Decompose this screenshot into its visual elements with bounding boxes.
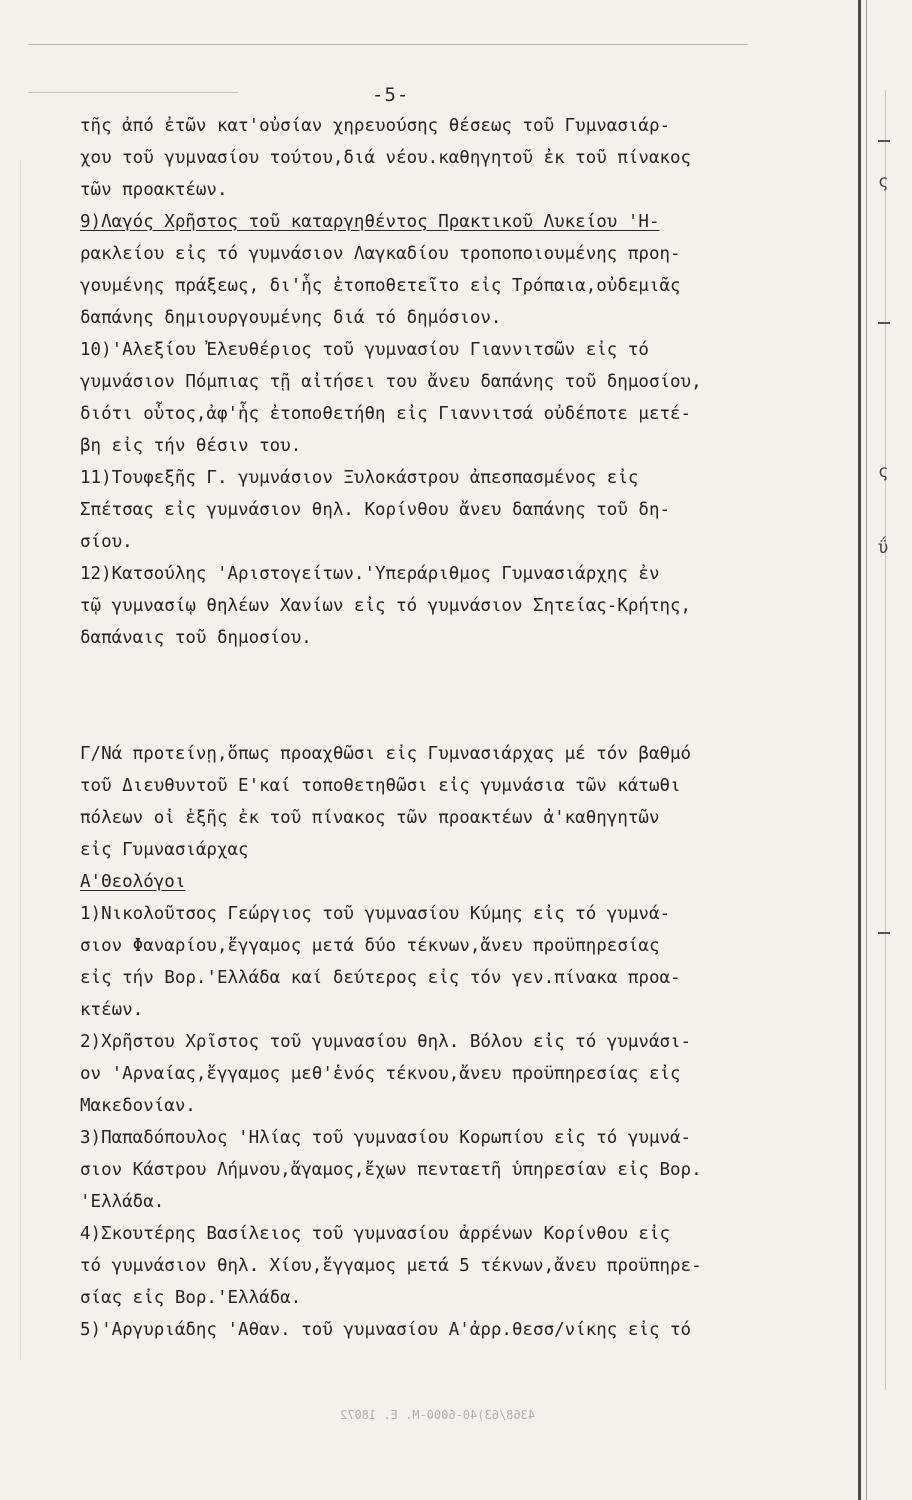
top-rule-short xyxy=(28,92,238,93)
text-line: τῆς ἀπό ἐτῶν κατ'οὐσίαν χηρευούσης θέσεως τοῦ Γυμνασιάρ- xyxy=(80,116,671,136)
margin-mark: ς xyxy=(878,172,889,192)
text-line: γουμένης πράξεως, δι'ἧς ἐτοποθετεῖτο εἰς Τρόπαια,οὐδεμιᾶς xyxy=(80,276,681,296)
margin-tick xyxy=(878,322,890,324)
text-line: σιον Κάστρου Λήμνου,ἄγαμος,ἔχων πενταετῆ ὑπηρεσίαν εἰς Βορ. xyxy=(80,1160,702,1180)
text-line: χου τοῦ γυμνασίου τούτου,διά νέου.καθηγητοῦ ἐκ τοῦ πίνακος xyxy=(80,148,692,168)
margin-tick xyxy=(878,932,890,934)
text-line: σίου. xyxy=(80,532,133,552)
paragraph-gap xyxy=(80,654,850,718)
text-line: Γ/Νά προτείνῃ,ὅπως προαχθῶσι εἰς Γυμνασιάρχας μέ τόν βαθμό xyxy=(80,744,692,764)
section-heading: Α'Θεολόγοι xyxy=(80,872,186,892)
text-line: γυμνάσιον Πόμπιας τῇ αἰτήσει του ἄνευ δαπάνης τοῦ δημοσίου, xyxy=(80,372,702,392)
typed-text-body xyxy=(80,110,850,1346)
text-line: πόλεων οἱ ἑξῆς ἐκ τοῦ πίνακος τῶν προακτέων ἀ'καθηγητῶν xyxy=(80,808,660,828)
binding-edge xyxy=(858,0,861,1500)
printer-footer-mark: 4368/63)40-6000-Μ. Ε. 18072 xyxy=(340,1408,536,1422)
paragraph-gap xyxy=(80,718,850,738)
binding-edge-faint xyxy=(885,90,886,1390)
left-margin-line xyxy=(20,160,21,1360)
text-line: 3)Παπαδόπουλος 'Ηλίας τοῦ γυμνασίου Κορωπίου εἰς τό γυμνά- xyxy=(80,1128,692,1148)
text-line: 12)Κατσούλης 'Αριστογείτων.'Υπεράριθμος Γυμνασιάρχης ἐν xyxy=(80,564,660,584)
margin-mark: ΰ xyxy=(878,538,889,558)
text-line: 2)Χρῆστου Χρῖστος τοῦ γυμνασίου θηλ. Βόλου εἰς τό γυμνάσι- xyxy=(80,1032,692,1052)
text-line: ον 'Αρναίας,ἔγγαμος μεθ'ἑνός τέκνου,ἄνευ προϋπηρεσίας εἰς xyxy=(80,1064,681,1084)
text-line: διότι οὗτος,ἀφ'ἧς ἐτοποθετήθη εἰς Γιαννιτσά οὐδέποτε μετέ- xyxy=(80,404,692,424)
text-line: 11)Τουφεξῆς Γ. γυμνάσιον Ξυλοκάστρου ἀπεσπασμένος εἰς xyxy=(80,468,639,488)
text-line: 'Ελλάδα. xyxy=(80,1192,165,1212)
text-line: εἰς Γυμνασιάρχας xyxy=(80,840,249,860)
text-line: Σπέτσας εἰς γυμνάσιον θηλ. Κορίνθου ἄνευ δαπάνης τοῦ δη- xyxy=(80,500,671,520)
text-line: σιον Φαναρίου,ἔγγαμος μετά δύο τέκνων,ἄνευ προϋπηρεσίας xyxy=(80,936,660,956)
text-line: εἰς τήν Βορ.'Ελλάδα καί δεύτερος εἰς τόν γεν.πίνακα προα- xyxy=(80,968,681,988)
text-line: ρακλείου εἰς τό γυμνάσιον Λαγκαδίου τροποποιουμένης προη- xyxy=(80,244,681,264)
text-line: 5)'Αργυριάδης 'Αθαν. τοῦ γυμνασίου Α'ἀρρ.θεσσ/νίκης εἰς τό xyxy=(80,1320,692,1340)
text-line: δαπάνης δημιουργουμένης διά τό δημόσιον. xyxy=(80,308,502,328)
text-line: 9)Λαγός Χρῆστος τοῦ καταργηθέντος Πρακτικοῦ Λυκείου 'Η- xyxy=(80,212,660,232)
text-line: τῶν προακτέων. xyxy=(80,180,228,200)
text-line: 4)Σκουτέρης Βασίλειος τοῦ γυμνασίου ἀρρένων Κορίνθου εἰς xyxy=(80,1224,671,1244)
text-line: 1)Νικολοῦτσος Γεώργιος τοῦ γυμνασίου Κύμης εἰς τό γυμνά- xyxy=(80,904,671,924)
text-line: τῷ γυμνασίῳ θηλέων Χανίων εἰς τό γυμνάσιον Σητείας-Κρήτης, xyxy=(80,596,692,616)
text-line: 10)'Αλεξίου Ἐλευθέριος τοῦ γυμνασίου Γιαννιτσῶν εἰς τό xyxy=(80,340,649,360)
top-rule xyxy=(28,44,748,45)
margin-tick xyxy=(878,140,890,142)
text-line: κτέων. xyxy=(80,1000,144,1020)
text-line: τοῦ Διευθυντοῦ Ε'καί τοποθετηθῶσι εἰς γυμνάσια τῶν κάτωθι xyxy=(80,776,681,796)
text-line: τό γυμνάσιον θηλ. Χίου,ἔγγαμος μετά 5 τέκνων,ἄνευ προϋπηρε- xyxy=(80,1256,702,1276)
page-number: -5- xyxy=(372,84,410,106)
binding-edge-inner xyxy=(866,0,867,1500)
text-line: βη εἰς τήν θέσιν του. xyxy=(80,436,302,456)
text-line: δαπάναις τοῦ δημοσίου. xyxy=(80,628,312,648)
margin-mark: ς xyxy=(878,462,889,482)
text-line: Μακεδονίαν. xyxy=(80,1096,196,1116)
text-line: σίας εἰς Βορ.'Ελλάδα. xyxy=(80,1288,302,1308)
